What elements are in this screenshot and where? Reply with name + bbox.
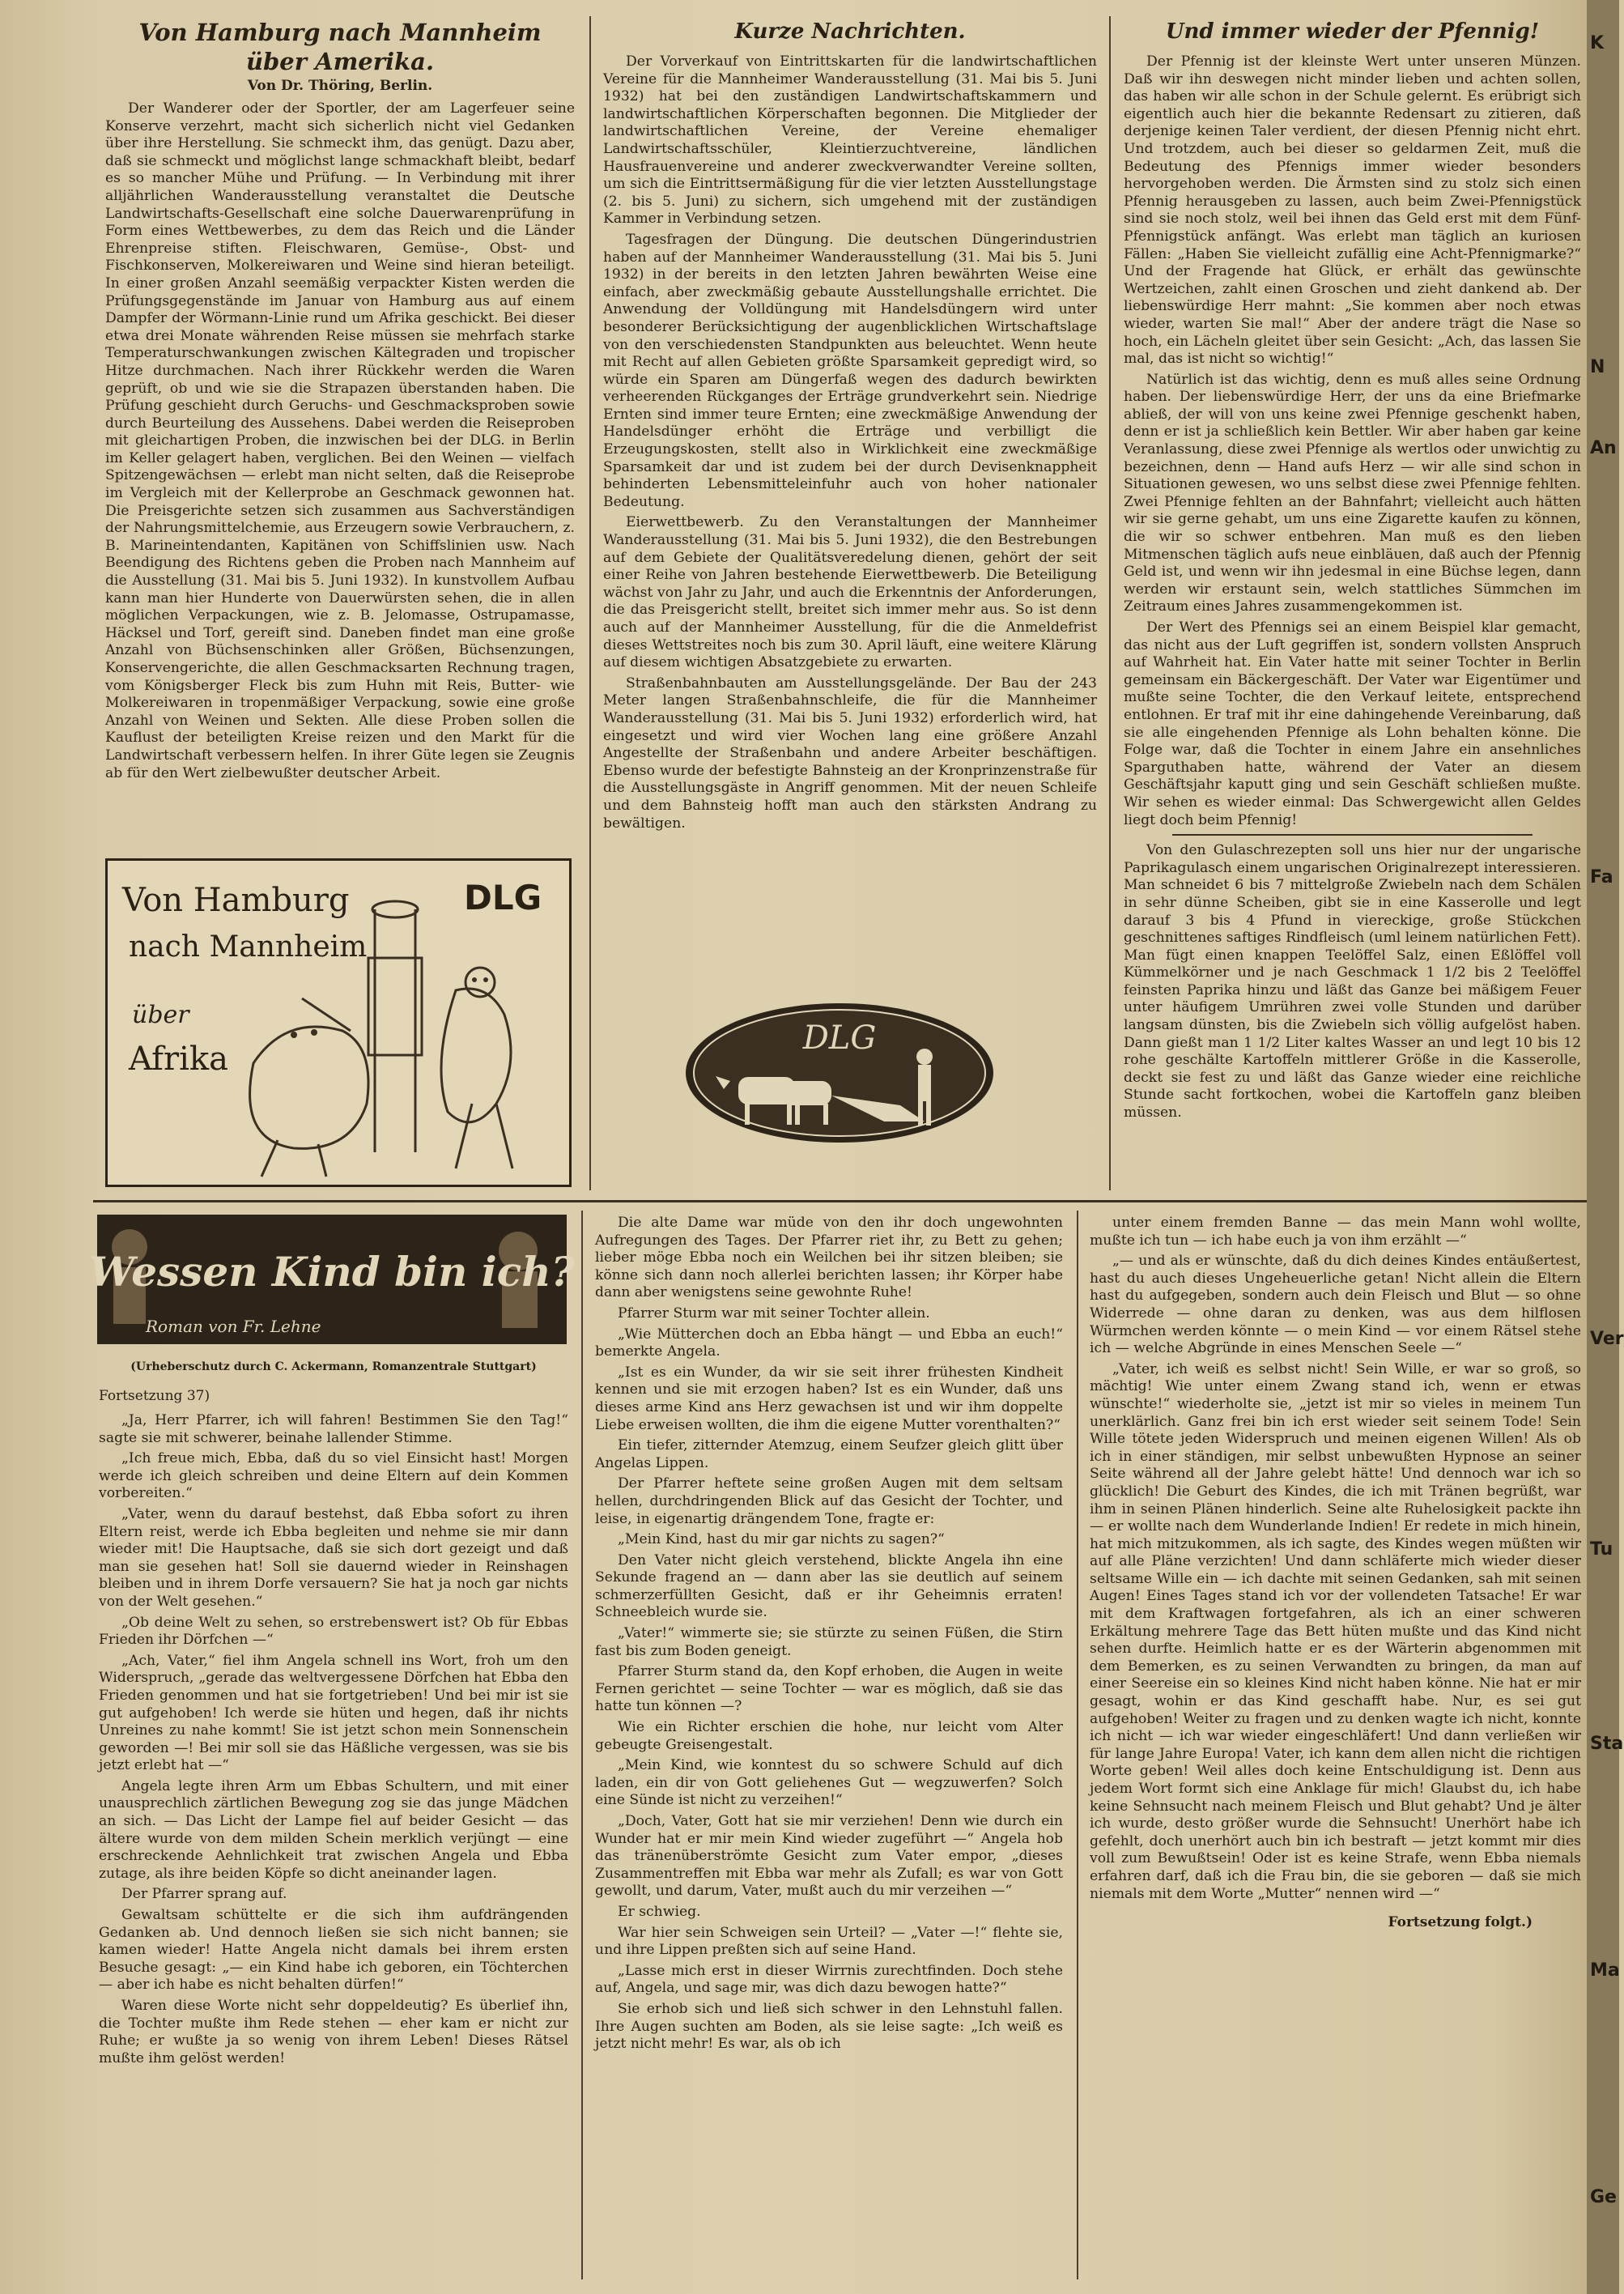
article-title: Kurze Nachrichten. [734, 19, 966, 44]
article-kurze-nachrichten [603, 18, 1097, 973]
novel-column-b [595, 1215, 1063, 2275]
novel-paragraph: „Mein Kind, hast du mir gar nichts zu sagen?“ [618, 1531, 945, 1548]
article-paragraph: Natürlich ist das wichtig, denn es muß alles seine Ordnung haben. Der liebenswürdige Herr, der uns da eine Briefmarke abließ, der will von uns keine zwei Pfennige geschenkt haben, denn er ist ja schließlich kein Bettler. Wir aber haben gar keine Veranlassung, diese zwei Pfennige als wertlos oder unwichtig zu bezeichnen, denn — Hand aufs Herz — wir alle sind schon in Situationen gewesen, wo uns selbst diese zwei Pfennige fehlten. Zwei Pfennige fehlten an der Bahnfahrt; vielleicht auch hätten wir sie gerne gehabt, um uns eine Zigarette kaufen zu können, die wir so schwer entbehren. Man muß es den lieben Mitmenschen täglich aufs neue einbläuen, daß auch der Pfennig Geld ist, und wenn wir ihn jedesmal in eine Büchse legen, dann werden wir erstaunt sein, welch stattliches Sümmchen im Zeitraum eines Jahres zusammengekommen ist. [1124, 371, 1581, 615]
novel-paragraph: „Ob deine Welt zu sehen, so erstrebenswert ist? Ob für Ebbas Frieden ihr Dörfchen —“ [99, 1614, 568, 1649]
novel-paragraph: „Ist es ein Wunder, da wir sie seit ihrer frühesten Kindheit kennen und sie mit erzogen haben? Ist es ein Wunder, daß uns dieses arme Kind ans Herz gewachsen ist und wir ihm doppelte Liebe erweisen wollten, die ihm die eigene Mutter vorenthalten?“ [595, 1364, 1063, 1433]
novel-paragraph: Pfarrer Sturm war mit seiner Tochter allein. [618, 1304, 930, 1321]
edge-fragment: Sta [1590, 1734, 1624, 1754]
adjacent-page-edge [1587, 0, 1624, 2294]
novel-paragraph: „Lasse mich erst in dieser Wirrnis zurechtfinden. Doch stehe auf, Angela, und sage mir, was dich dazu bewogen hatte?“ [595, 1962, 1063, 1997]
column-rule [581, 1211, 583, 2279]
novel-paragraph: „Doch, Vater, Gott hat sie mir verziehen! Denn wie durch ein Wunder hat er mir mein Kind wieder zugeführt —“ Angela hob das tränenüberströmte Gesicht zum Vater empor, „dieses Zusammentreffen mit Ebba war mehr als Zufall; es war von Gott gewollt, und darum, Vater, mußt auch du mir verzeihen —“ [595, 1813, 1063, 1900]
novel-paragraph: Die alte Dame war müde von den ihr doch ungewohnten Aufregungen des Tages. Der Pfarrer riet ihr, zu Bett zu gehen; lieber möge Ebba noch ein Weilchen bei ihr sitzen bleiben; sie könne sich dann noch allerlei berichten lassen; ihr Körper habe dann aber wenigstens seine gewohnte Ruhe! [595, 1215, 1063, 1301]
novel-paragraph: „Vater, ich weiß es selbst nicht! Sein Wille, er war so groß, so mächtig! Wie unter einem Zwang stand ich, wenn er etwas wünschte!“ wiederholte sie, „jetzt ist mir so vieles in meinem Tun unerklärlich. Ganz frei bin ich erst wieder seit seinem Tode! Sein Wille tötete jeden Widerspruch und meinen eigenen Willen! Als ob ich in einer ständigen, mir selbst unbewußten Hypnose an seiner Seite während all der Jahre gelebt hätte! Und dennoch war ich so glücklich! Die Geburt des Kindes, die ich mit Tränen begrüßt, war ihm in seinen Plänen hinderlich. Seine alte Ruhelosigkeit packte ihn — er wollte nach dem Wunderlande Indien! Er redete in mich hinein, hat mich mitzukommen, als ich sagte, des Kindes wegen müßten wir auf alle Pläne verzichten! Und dann schläferte mich wieder dieser seltsame Wille ein — ich dachte mit seinen Gedanken, sah mit seinen Augen! Eines Tages stand ich vor der vollendeten Tatsache! Er war mit dem Kraftwagen fortgefahren, als ich an einer schweren Erkältung mehrere Tage das Bett hüten mußte und das Kind nicht sehen durfte. Heimlich hatte er es der Wärterin abgenommen mit dem Bemerken, es zu seinen Verwandten zu bringen, da man auf einer Seereise ein so kleines Kind nicht haben könne. Nie hat er mir gesagt, wohin er das Kind geschafft habe. Nur, es sei gut aufgehoben! Weiter zu fragen und zu denken wagte ich nicht, konnte ich nicht — ich war wieder eingeschläfert! Und dann verließen wir für lange Jahre Europa! Vater, ich kann dem allen nicht die richtigen Worte geben! Weil alles doch keine Entschuldigung ist. Denn aus jedem Wort formt sich eine Anklage für mich! Glaubst du, ich habe keine Sehnsucht nach meinem Fleisch und Blut gehabt? Und je älter ich wurde, desto größer wurde die Sehnsucht! Unerhört habe ich gefehlt, doch unerhört auch bin ich bestraft — jetzt kommt mir dies voll zum Bewußtsein! Oder ist es keine Strafe, wenn Ebba niemals erfahren darf, daß ich die Frau bin, die sie geboren — daß sie mich niemals mit dem Worte „Mutter“ nennen wird —“ [1090, 1360, 1581, 1902]
novel-title: Wessen Kind bin ich? [89, 1248, 575, 1296]
novel-paragraph: „Ach, Vater,“ fiel ihm Angela schnell ins Wort, froh um den Widerspruch, „gerade das weltvergessene Dörfchen hat Ebba den Frieden genommen und hat sie fortgetrieben! Und bei mir ist sie gut aufgehoben! Ich werde sie hüten und hegen, daß ihr nichts Unreines zu nahe kommt! Sie ist jetzt schon mein Sonnenschein geworden —! Bei mir soll sie das Häßliche vergessen, was sie bis jetzt erlebt hat —“ [99, 1652, 568, 1774]
illustration-caption: Von Hamburg [122, 882, 350, 919]
novel-column-c [1090, 1215, 1581, 2275]
article-title: Und immer wieder der Pfennig! [1165, 19, 1540, 44]
novel-paragraph: „Ja, Herr Pfarrer, ich will fahren! Bestimmen Sie den Tag!“ sagte sie mit schwerer, beinahe lallender Stimme. [99, 1412, 568, 1446]
copyright-line: (Urheberschutz durch C. Ackermann, Romanzentrale Stuttgart) [130, 1360, 537, 1373]
novel-paragraph: War hier sein Schweigen sein Urteil? — „Vater —!“ flehte sie, und ihre Lippen preßten sich auf seine Hand. [595, 1924, 1063, 1959]
edge-fragment: Fa [1590, 867, 1613, 887]
novel-paragraph: Den Vater nicht gleich verstehend, blickte Angela ihn eine Sekunde fragend an — dann aber las sie deutlich auf seinem schmerzerfüllten Gesicht, daß er ihr Geheimnis erraten! Schneebleich wurde sie. [595, 1551, 1063, 1621]
continuation-note: Fortsetzung folgt.) [1388, 1914, 1533, 1931]
article-paragraph: Der Wert des Pfennigs sei an einem Beispiel klar gemacht, das nicht aus der Luft gegriffen ist, sondern vollsten Anspruch auf Wahrheit hat. Ein Vater hatte mit seiner Tochter in Berlin gemeinsam ein Bäckergeschäft. Der Vater war Eigentümer und mußte seine Tochter, die den Verkauf leitete, entsprechend entlohnen. Er traf mit ihr eine dahingehende Vereinbarung, daß sie alle eingehenden Pfennige als Lohn behalten könne. Die Folge war, daß die Tochter in einem Jahre ein ansehnliches Sparguthaben hatte, während der Vater an diesem Geschäftsjahr kaputt ging und sein Geschäft schließen mußte. Wir sehen es wieder einmal: Das Schwergewicht allen Geldes liegt doch beim Pfennig! [1124, 619, 1581, 828]
novel-column-a [99, 1360, 568, 2275]
novel-paragraph: „Mein Kind, wie konntest du so schwere Schuld auf dich laden, ein dir von Gott geliehenes Gut — wegzuwerfen? Solch eine Sünde ist nicht zu verzeihen!“ [595, 1757, 1063, 1809]
illustration-hamburg-afrika [105, 858, 572, 1187]
column-rule [1077, 1211, 1078, 2279]
article-paragraph: Eierwettbewerb. Zu den Veranstaltungen der Mannheimer Wanderausstellung (31. Mai bis 5. Juni 1932), die den Bestrebungen auf dem Gebiete der Qualitätsveredelung dienen, gehört der seit einer Reihe von Jahren bestehende Eierwettbewerb. Die Beteiligung wächst von Jahr zu Jahr, und auch die Erkenntnis der Anforderungen, die das Preisgericht stellt, breitet sich immer mehr aus. So ist denn auch auf der Mannheimer Ausstellung, für die die Anmeldefrist dieses Wettstreites noch bis zum 30. April läuft, eine weitere Klärung auf diesem wichtigen Absatzgebiete zu erwarten. [603, 514, 1097, 671]
dlg-emblem [682, 1000, 997, 1146]
novel-paragraph: „Vater, wenn du darauf bestehst, daß Ebba sofort zu ihren Eltern reist, werde ich Ebba begleiten und nehme sie mir dann wieder mit! Die Hauptsache, daß sie sich dort gezeigt und daß man sie gesehen hat! Soll sie dauernd wieder in Reinshagen bleiben und in ihrem Dorfe versauern? Sie hat ja noch gar nichts von der Welt gesehen.“ [99, 1505, 568, 1610]
novel-paragraph: Waren diese Worte nicht sehr doppeldeutig? Es überlief ihn, die Tochter mußte ihm Rede stehen — eher kam er nicht zur Ruhe; er wußte ja so wenig von ihrem Leben! Dieses Rätsel mußte ihm gelöst werden! [99, 1998, 568, 2066]
novel-paragraph: unter einem fremden Banne — das mein Mann wohl wollte, mußte ich tun — ich habe euch ja von ihm erzählt —“ [1090, 1215, 1581, 1249]
section-divider [1172, 834, 1533, 836]
novel-paragraph: Sie erhob sich und ließ sich schwer in den Lehnstuhl fallen. Ihre Augen suchten am Boden, als sie leise sagte: „Ich weiß es jetzt nicht mehr! Es war, als ob ich [595, 2000, 1063, 2053]
column-rule [1109, 16, 1111, 1190]
novel-paragraph: „— und als er wünschte, daß du dich deines Kindes entäußertest, hast du auch dieses Ungeheuerliche getan! Nicht allein die Eltern hast du aufgegeben, sondern auch dein Fleisch und Blut — so ohne Widerrede — ohne daran zu denken, was aus dem hilflosen Würmchen werden könnte — o mein Kind — vor einem Rätsel stehe ich — welche Abgründe in eines Menschen Seele —“ [1090, 1253, 1581, 1357]
edge-fragment: K [1590, 33, 1605, 53]
illustration-drawing [108, 861, 569, 1185]
edge-fragment: Ma [1590, 1960, 1620, 1981]
edge-fragment: Ver [1590, 1329, 1624, 1349]
article-pfennig [1124, 18, 1581, 1190]
horizontal-rule [93, 1200, 1587, 1202]
article-byline: Von Dr. Thöring, Berlin. [247, 78, 433, 94]
edge-fragment: Ge [1590, 2187, 1617, 2207]
article-paragraph: Von den Gulaschrezepten soll uns hier nur der ungarische Paprikagulasch einem ungarischen Originalrezept interessieren. Man schneidet 6 bis 7 mittelgroße Zwiebeln nach dem Schälen in sehr dünne Scheiben, gibt sie in eine Kasserolle und legt darauf 3 bis 4 Pfund in viereckige, große Stückchen geschnittenes saftiges Rindfleisch (uml leinem natürlichen Fett). Man fügt einen knappen Teelöffel Salz, einen Eßlöffel voll Kümmelkörner und je nach Geschmack 1 1/2 bis 2 Teelöffel feinsten Paprika hinzu und läßt das Ganze bei mäßigem Feuer unter häufigem Umrühren zwei volle Stunden und darüber langsam dünsten, bis die Zwiebeln sich völlig aufgelöst haben. Dann gießt man 1 1/2 Liter kaltes Wasser an und legt 10 bis 12 rohe geschälte Kartoffeln mittlerer Größe in die Kasserolle, deckt sie fest zu und läßt das Ganze wieder eine reichliche Stunde sacht fortkochen, wobei die Kartoffeln ganz bleiben müssen. [1124, 842, 1581, 1121]
article-hamburg-mannheim [105, 18, 575, 850]
article-title: Von Hamburg nach Mannheim über Amerika. [138, 19, 542, 75]
novel-paragraph: Gewaltsam schüttelte er die sich ihm aufdrängenden Gedanken ab. Und dennoch ließen sie sich nicht bannen; sie kamen wieder! Hatte Angela nicht damals bei ihrem ersten Besuche gesagt: „— ein Kind habe ich geboren, ein Töchterchen — aber ich habe es nicht behalten dürfen!“ [99, 1907, 568, 1994]
dlg-emblem-drawing [682, 1000, 997, 1146]
article-paragraph: Straßenbahnbauten am Ausstellungsgelände. Der Bau der 243 Meter langen Straßenbahnschleife, die für die Mannheimer Wanderausstellung (31. Mai bis 5. Juni 1932) erforderlich wird, hat eingesetzt und wird vier Wochen lang eine größere Anzahl Angestellte der Straßenbahn und andere Arbeiter beschäftigen. Ebenso wurde der befestigte Bahnsteig an der Kronprinzenstraße für die Ausstellungsgäste in Angriff genommen. Mit der neuen Schleife und dem Bahnsteig hofft man auch den stärksten Andrang zu bewältigen. [603, 675, 1097, 832]
emblem-text: DLG [802, 1019, 877, 1057]
edge-fragment: Tu [1590, 1539, 1613, 1560]
illustration-caption: nach Mannheim [129, 930, 368, 964]
column-rule [589, 16, 591, 1190]
dlg-badge: DLG [464, 878, 542, 917]
edge-fragment: An [1590, 438, 1617, 458]
novel-banner-art [89, 1215, 575, 1344]
novel-paragraph: Er schwieg. [618, 1903, 701, 1920]
novel-paragraph: Angela legte ihren Arm um Ebbas Schultern, und mit einer unausprechlich zärtlichen Bewegung zog sie das junge Mädchen an sich. — Das Licht der Lampe fiel auf beider Gesicht — das ältere wurde von dem milden Schein merklich verjüngt — eine erschreckende Aehnlichkeit trat zwischen Angela und Ebba zutage, als ihre beiden Köpfe so dicht aneinander lagen. [99, 1777, 568, 1882]
illustration-caption: Afrika [129, 1041, 228, 1078]
article-paragraph: Tagesfragen der Düngung. Die deutschen Düngerindustrien haben auf der Mannheimer Wanderausstellung (31. Mai bis 5. Juni 1932) in der bereits in den letzten Jahren bewährten Weise eine einfach, aber zweckmäßig gebaute Ausstellungshalle errichtet. Die Anwendung der Volldüngung mit Handelsdüngern wird unter besonderer Berücksichtigung der augenblicklichen Wirtschaftslage von den verschiedensten Standpunkten aus beleuchtet. Wenn heute mit Recht auf allen Gebieten größte Sparsamkeit gepredigt wird, so würde ein Sparen am Düngerfaß wegen des dadurch bewirkten verheerenden Rückganges der Erträge grundverkehrt sein. Niedrige Ernten sind immer teure Ernten; eine zweckmäßige Anwendung der Handelsdünger erhöht die Erträge und verbilligt die Erzeugungskosten, stellt also in Wirklichkeit eine zweckmäßige Sparsamkeit dar und ist zudem bei der durch Devisenknappheit behinderten Lebensmitteleinfuhr auch von hoher nationaler Bedeutung. [603, 231, 1097, 510]
edge-fragment: N [1590, 357, 1605, 377]
article-paragraph: Der Wanderer oder der Sportler, der am Lagerfeuer seine Konserve verzehrt, macht sich sicherlich nicht viel Gedanken über ihre Herstellung. Sie schmeckt ihm, das genügt. Dazu aber, daß sie schmeckt und möglichst lange schmackhaft bleibt, bedarf es so mancher Mühe und Prüfung. — In Verbindung mit ihrer alljährlichen Wanderausstellung veranstaltet die Deutsche Landwirtschafts-Gesellschaft eine solche Dauerwarenprüfung in Form eines Wettbewerbes, zu dem das Reich und die Länder Ehrenpreise stiften. Fleischwaren, Gemüse-, Obst- und Fischkonserven, Molkereiwaren und Weine sind hieran beteiligt. In einer großen Anzahl seemäßig verpackter Kisten werden die Prüfungsgegenstände im Januar von Hamburg aus auf einem Dampfer der Wörmann-Linie rund um Afrika geschickt. Bei dieser etwa drei Monate währenden Reise müssen sie mehrfach starke Temperaturschwankungen zwischen Kältegraden und tropischer Hitze durchmachen. Nach ihrer Rückkehr werden die Waren geprüft, ob und wie sie die Strapazen überstanden haben. Die Prüfung geschieht durch Geruchs- und Geschmacksproben sowie durch Beurteilung des Aussehens. Dabei werden die Reiseproben mit gleichartigen Proben, die inzwischen bei der DLG. in Berlin im Keller gelagert haben, verglichen. Bei den Weinen — vielfach Spitzengewächsen — erlebt man nicht selten, daß die Reiseprobe im Vergleich mit der Kellerprobe an Geschmack gewonnen hat. Die Preisgerichte setzen sich zusammen aus Sachverständigen der Nahrungsmittelchemie, aus Erzeugern sowie Verbrauchern, z. B. Marineintendanten, Kapitänen von Schiffslinien usw. Nach Beendigung des Richtens geben die Proben nach Mannheim auf die Ausstellung (31. Mai bis 5. Juni 1932). In kunstvollem Aufbau kann man hier Hunderte von Dauerwürsten sehen, die in allen möglichen Verpackungen, wie z. B. Jelomasse, Ostrupamasse, Häcksel und Torf, gereift sind. Daneben findet man eine große Anzahl von Büchsenschinken aller Größen, Büchsenzungen, Konservengerichte, die allen Geschmacksarten Rechnung tragen, vom Königsberger Fleck bis zum Huhn mit Reis, Butter- wie Molkereiwaren in tropenmäßiger Verpackung, sowie eine große Anzahl von Weinen und Sekten. Alle diese Proben sollen die Kauflust der beteiligten Kreise reizen und den Markt für die Landwirtschaft verbessern helfen. In ihrer Güte legen sie Zeugnis ab für den Wert zielbewußter deutscher Arbeit. [105, 100, 575, 781]
novel-author: Roman von Fr. Lehne [146, 1317, 321, 1336]
novel-paragraph: Der Pfarrer sprang auf. [121, 1886, 287, 1903]
illustration-caption: über [132, 1001, 189, 1029]
article-paragraph: Der Pfennig ist der kleinste Wert unter unseren Münzen. Daß wir ihn deswegen nicht minder lieben und achten sollen, das haben wir alle schon in der Schule gelernt. Es erübrigt sich eigentlich auch hier die bekannte Redensart zu zitieren, daß derjenige keinen Taler verdient, der diesen Pfennig nicht ehrt. Und trotzdem, auch bei dieser so geldarmen Zeit, muß die Bedeutung des Pfennigs immer wieder besonders hervorgehoben werden. Die Ärmsten sind zu stolz sich einen Pfennig herausgeben zu lassen, auch beim Zwei-Pfennigstück sind sie noch stolz, weil bei ihnen das Geld erst mit dem Fünf-Pfennigstück anfängt. Was erlebt man täglich an kuriosen Fällen: „Haben Sie vielleicht zufällig eine Acht-Pfennigmarke?“ Und der Fragende hat Glück, er erhält das gewünschte Wertzeichen, zahlt einen Groschen und zieht dankend ab. Der liebenswürdige Herr mahnt: „Sie kommen aber noch etwas wieder, warten Sie mal!“ Aber der andere trägt die Nase so hoch, ein Lächeln gleitet über sein Gesicht: „Ach, das lassen Sie mal, das ist nicht so wichtig!“ [1124, 53, 1581, 368]
novel-paragraph: „Wie Mütterchen doch an Ebba hängt — und Ebba an euch!“ bemerkte Angela. [595, 1326, 1063, 1360]
novel-paragraph: Der Pfarrer heftete seine großen Augen mit dem seltsam hellen, durchdringenden Blick auf das Gesicht der Tochter, und leise, in eigenartig drängendem Tone, fragte er: [595, 1475, 1063, 1527]
continuation-label: Fortsetzung 37) [99, 1388, 210, 1404]
novel-paragraph: „Vater!“ wimmerte sie; sie stürzte zu seinen Füßen, die Stirn fast bis zum Boden geneigt. [595, 1625, 1063, 1659]
novel-paragraph: Ein tiefer, zitternder Atemzug, einem Seufzer gleich glitt über Angelas Lippen. [595, 1437, 1063, 1471]
novel-paragraph: „Ich freue mich, Ebba, daß du so viel Einsicht hast! Morgen werde ich gleich schreiben und deine Eltern auf dein Kommen vorbereiten.“ [99, 1450, 568, 1502]
novel-paragraph: Pfarrer Sturm stand da, den Kopf erhoben, die Augen in weite Fernen gerichtet — seine Tochter — war es möglich, daß sie das hatte tun können —? [595, 1663, 1063, 1715]
novel-banner [89, 1215, 575, 1344]
novel-paragraph: Wie ein Richter erschien die hohe, nur leicht vom Alter gebeugte Greisengestalt. [595, 1719, 1063, 1753]
article-paragraph: Der Vorverkauf von Eintrittskarten für die landwirtschaftlichen Vereine für die Mannheimer Wanderausstellung (31. Mai bis 5. Juni 1932) hat bei den zuständigen Landwirtschaftskammern und landwirtschaftlichen Körperschaften begonnen. Die Mitglieder der landwirtschaftlichen Vereine, der Vereine ehemaliger Landwirtschaftsschüler, Kleintierzuchtvereine, ländlichen Hausfrauenvereine und anderer zweckverwandter Vereine sollten, um sich die Eintrittsermäßigung für die vier letzten Ausstellungstage (2. bis 5. Juni) zu sichern, sich umgehend mit der zuständigen Kammer in Verbindung setzen. [603, 53, 1097, 228]
